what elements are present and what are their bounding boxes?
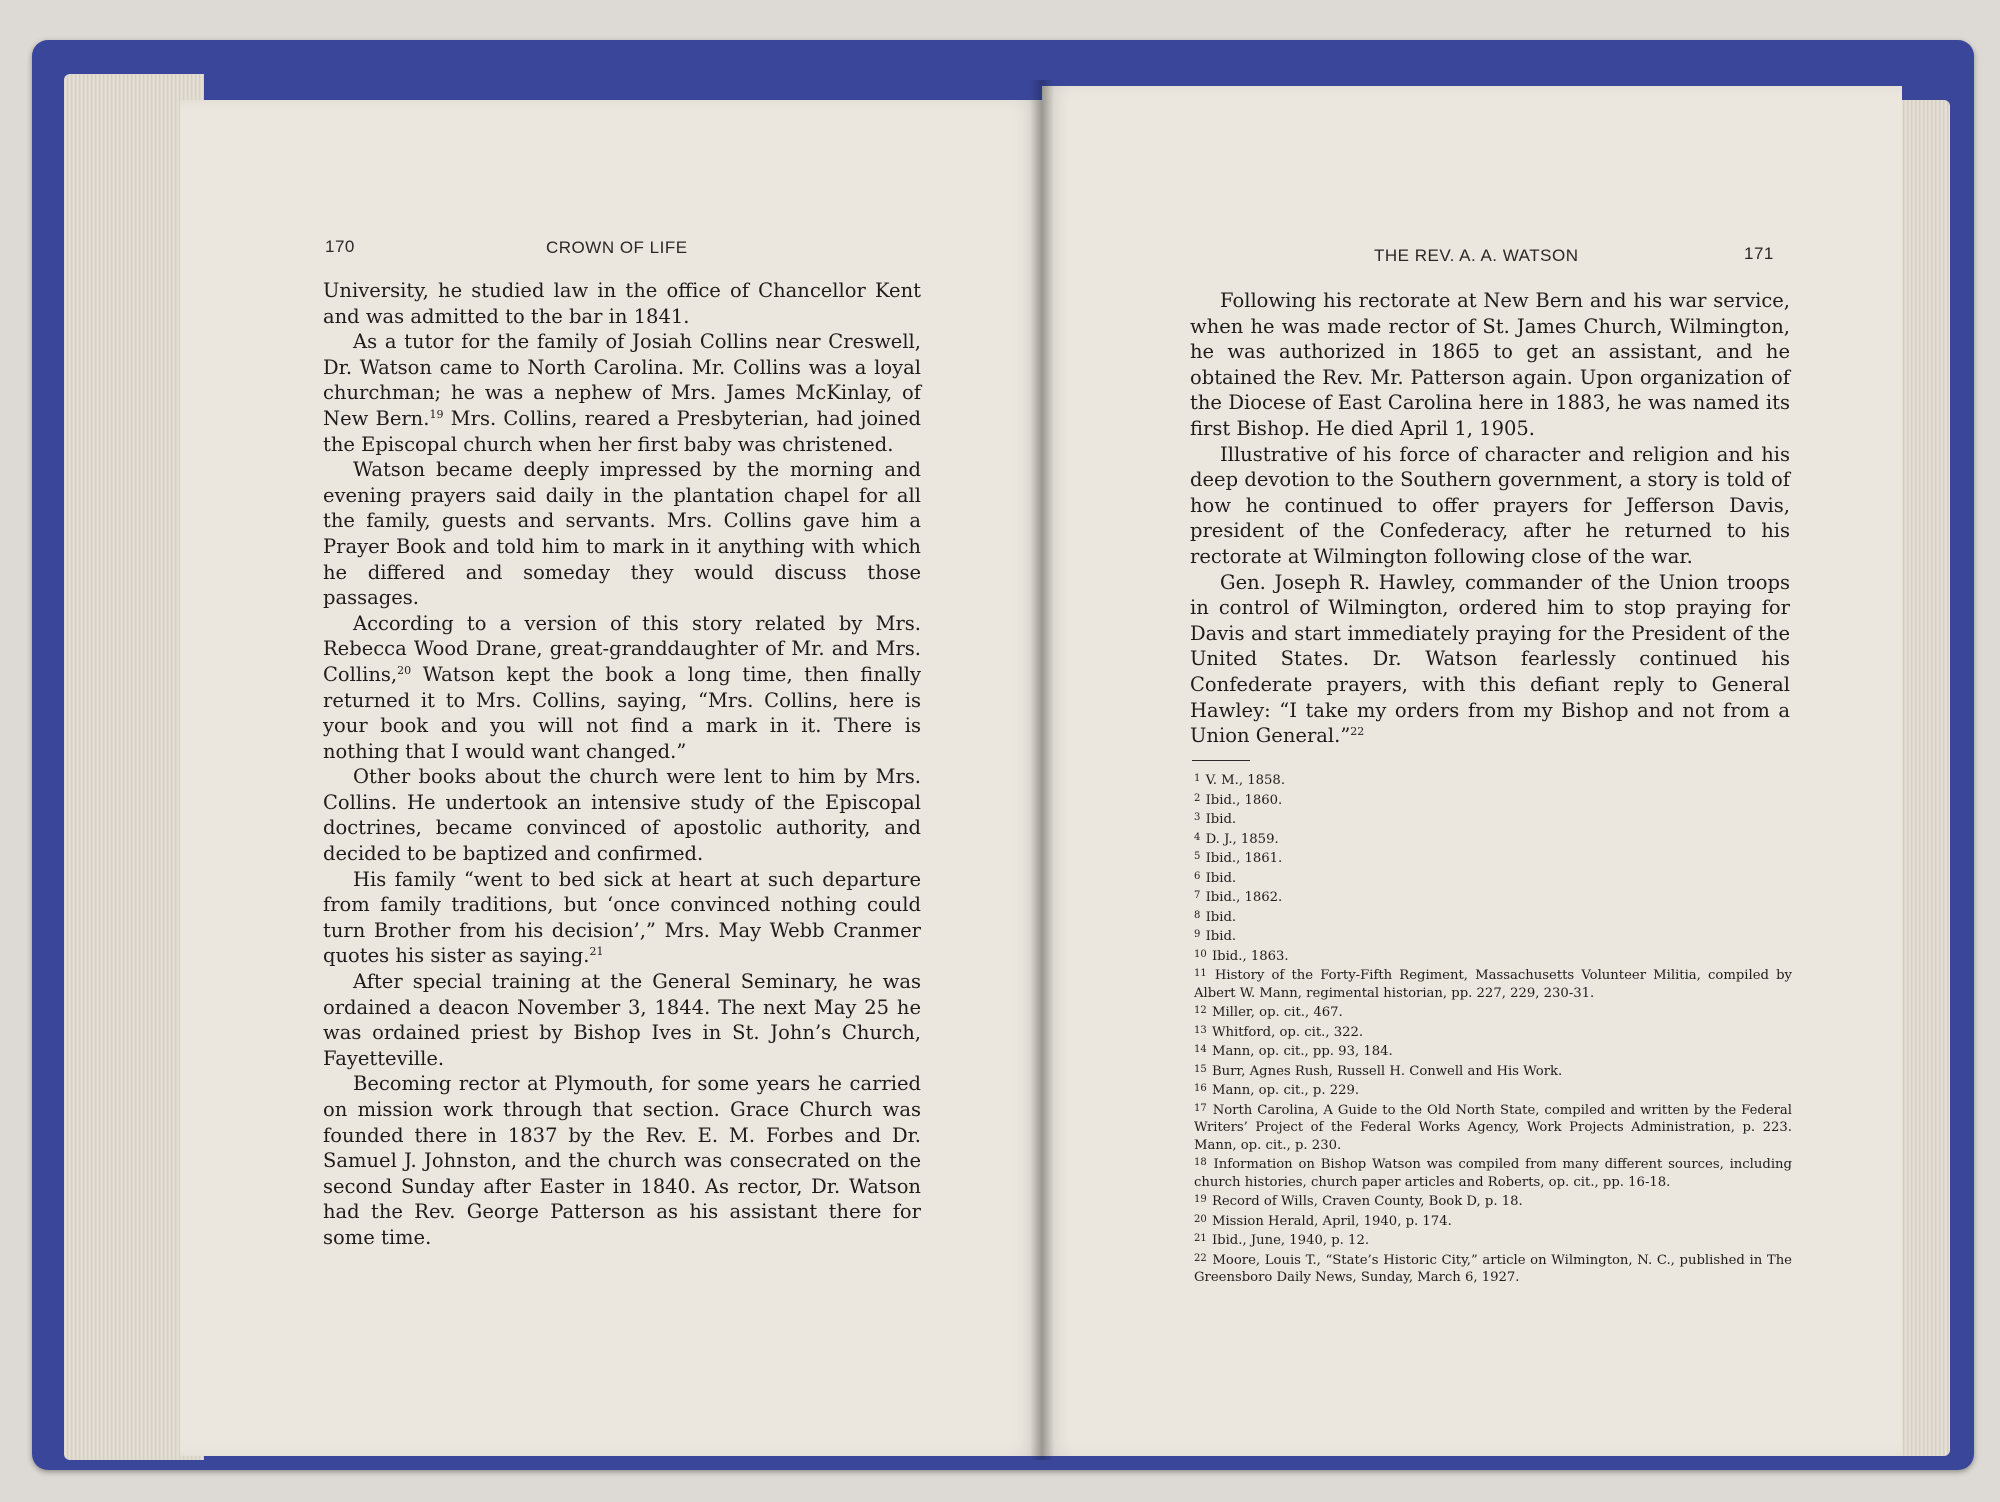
paragraph: Other books about the church were lent to him by Mrs. Collins. He undertook an intensive study of the Episcopal doctrines, became convinced of apostolic authority, and decided to be baptized and confirmed. bbox=[323, 765, 921, 866]
footnote-text: V. M., 1858. bbox=[1205, 773, 1286, 788]
footnote-ref: 21 bbox=[589, 945, 604, 959]
footnote-number: 7 bbox=[1194, 890, 1201, 901]
footnote-item bbox=[1194, 1230, 1792, 1250]
running-head-left: CROWN OF LIFE bbox=[546, 238, 688, 257]
footnote-number: 5 bbox=[1194, 851, 1201, 862]
footnote-text: D. J., 1859. bbox=[1205, 831, 1279, 847]
footnote-text: Ibid. bbox=[1205, 929, 1237, 944]
footnote-ref: 19 bbox=[429, 407, 444, 421]
paragraph: As a tutor for the family of Josiah Collins near Creswell, Dr. Watson came to North Carolina. Mr. Collins was a loyal churchman; he was a nephew of Mrs. James McKinlay, of New Bern.$^{19}$ Mrs. Collins, reared a Presbyterian, had joined the Episcopal church when her first baby was christened. bbox=[323, 330, 921, 456]
footnote-text: Information on Bishop Watson was compiled from many different sources, including church histories, church paper articles and Roberts, op. cit., pp. 16-18. bbox=[1194, 1157, 1792, 1190]
paragraph: After special training at the General Seminary, he was ordained a deacon November 3, 1844. The next May 25 he was ordained priest by Bishop Ives in St. John’s Church, Fayetteville. bbox=[323, 970, 921, 1070]
footnote-item bbox=[1194, 965, 1792, 1002]
paragraph: University, he studied law in the office of Chancellor Kent and was admitted to the bar in 1841. bbox=[323, 279, 921, 328]
footnote-number: 13 bbox=[1194, 1024, 1207, 1036]
footnote-text: Miller, op. cit., 467. bbox=[1211, 1005, 1343, 1020]
footnote-item bbox=[1194, 790, 1792, 810]
footnote-number: 8 bbox=[1194, 909, 1201, 921]
footnote-text: Mann, op. cit., pp. 93, 184. bbox=[1211, 1044, 1393, 1059]
footnote-number: 17 bbox=[1194, 1102, 1207, 1114]
footnote-item bbox=[1194, 829, 1792, 849]
footnote-text: Mission Herald, April, 1940, p. 174. bbox=[1211, 1213, 1452, 1229]
footnote-text: Ibid., 1862. bbox=[1205, 890, 1283, 905]
footnote-item bbox=[1194, 1041, 1792, 1061]
footnote-text: Whitford, op. cit., 322. bbox=[1211, 1024, 1364, 1040]
footnote-text: North Carolina, A Guide to the Old North State, compiled and written by the Federal Writers’ Project of the Federal Works Agency, Work Projects Administration, p. 223. Mann, op. cit., p. 230. bbox=[1194, 1102, 1793, 1153]
footnote-item bbox=[1194, 848, 1792, 868]
footnote-text: Record of Wills, Craven County, Book D, p. 18. bbox=[1211, 1194, 1523, 1209]
running-head-right: THE REV. A. A. WATSON bbox=[1374, 246, 1579, 265]
footnote-item bbox=[1194, 1061, 1792, 1081]
footnote-number: 20 bbox=[1194, 1213, 1207, 1225]
right-body-text bbox=[1190, 288, 1790, 749]
paragraph: According to a version of this story related by Mrs. Rebecca Wood Drane, great-granddaughter of Mr. and Mrs. Collins,$^{20}$ Watson kept the book a long time, then finally returned it to Mrs. Collins, saying, “Mrs. Collins, here is your book and you will not find a mark in it. There is nothing that I would want changed.” bbox=[323, 611, 921, 763]
footnote-number: 21 bbox=[1194, 1233, 1207, 1244]
footnote-number: 1 bbox=[1194, 773, 1201, 784]
footnote-item bbox=[1194, 907, 1792, 927]
paragraph: Following his rectorate at New Bern and his war service, when he was made rector of St. James Church, Wilmington, he was authorized in 1865 to get an assistant, and he obtained the Rev. Mr. Patterson again. Upon organization of the Diocese of East Carolina here in 1883, he was named its first Bishop. He died April 1, 1905. bbox=[1190, 289, 1790, 440]
right-page bbox=[1042, 86, 1902, 1456]
paragraph: His family “went to bed sick at heart at such departure from family traditions, but ‘once convinced nothing could turn Brother from his decision’,” Mrs. May Webb Cranmer quotes his sister as saying.$^{21}$ bbox=[323, 867, 921, 968]
footnote-text: Ibid. bbox=[1205, 870, 1237, 886]
footnote-item bbox=[1194, 1022, 1792, 1042]
footnote-item bbox=[1194, 1100, 1792, 1155]
footnote-item bbox=[1194, 1002, 1792, 1022]
footnote-number: 16 bbox=[1194, 1083, 1207, 1094]
footnote-item bbox=[1194, 809, 1792, 829]
footnote-text: Ibid., 1860. bbox=[1205, 792, 1283, 808]
footnote-item bbox=[1194, 1211, 1792, 1231]
footnote-number: 10 bbox=[1194, 948, 1207, 960]
paragraph: Watson became deeply impressed by the morning and evening prayers said daily in the plantation chapel for all the family, guests and servants. Mrs. Collins gave him a Prayer Book and told him to mark in it anything with which he differed and someday they would discuss those passages. bbox=[323, 458, 921, 610]
footnote-number: 14 bbox=[1194, 1044, 1207, 1055]
footnote-text: Ibid. bbox=[1205, 909, 1237, 925]
footnote-text: Burr, Agnes Rush, Russell H. Conwell and His Work. bbox=[1211, 1063, 1563, 1079]
footnote-text: History of the Forty-Fifth Regiment, Massachusetts Volunteer Militia, compiled by Albert W. Mann, regimental historian, pp. 227, 229, 230-31. bbox=[1194, 968, 1792, 1001]
footnote-text: Ibid. bbox=[1205, 812, 1237, 827]
footnote-number: 22 bbox=[1194, 1252, 1207, 1264]
footnote-item bbox=[1194, 946, 1792, 966]
footnote-text: Ibid., June, 1940, p. 12. bbox=[1211, 1233, 1370, 1248]
paragraph: Becoming rector at Plymouth, for some years he carried on mission work through that section. Grace Church was founded there in 1837 by the Rev. E. M. Forbes and Dr. Samuel J. Johnston, and the church was consecrated on the second Sunday after Easter in 1840. As rector, Dr. Watson had the Rev. George Patterson as his assistant there for some time. bbox=[323, 1072, 921, 1249]
footnote-number: 12 bbox=[1194, 1005, 1207, 1016]
footnote-item bbox=[1194, 1191, 1792, 1211]
footnote-item bbox=[1194, 887, 1792, 907]
footnote-ref: 20 bbox=[397, 663, 412, 677]
page-number-right: 171 bbox=[1744, 244, 1774, 263]
footnote-number: 9 bbox=[1194, 929, 1201, 940]
footnote-item bbox=[1194, 868, 1792, 888]
footnote-item bbox=[1194, 770, 1792, 790]
footnote-number: 3 bbox=[1194, 812, 1201, 823]
footnote-item bbox=[1194, 926, 1792, 946]
left-page bbox=[180, 100, 1042, 1456]
left-body-text bbox=[323, 278, 921, 1251]
paragraph: Illustrative of his force of character and religion and his deep devotion to the Southern government, a story is told of how he continued to offer prayers for Jefferson Davis, president of the Confederacy, after he returned to his rectorate at Wilmington following close of the war. bbox=[1190, 442, 1790, 568]
footnote-item bbox=[1194, 1080, 1792, 1100]
footnote-number: 2 bbox=[1194, 792, 1201, 804]
footnote-number: 11 bbox=[1194, 968, 1207, 979]
footnote-number: 6 bbox=[1194, 870, 1201, 882]
footnote-item bbox=[1194, 1250, 1792, 1287]
footnotes bbox=[1194, 770, 1792, 1287]
footnote-number: 19 bbox=[1194, 1194, 1207, 1205]
footnote-number: 15 bbox=[1194, 1063, 1207, 1075]
footnote-ref: 22 bbox=[1350, 725, 1365, 739]
footnote-item bbox=[1194, 1154, 1792, 1191]
footnote-text: Ibid., 1863. bbox=[1211, 948, 1289, 964]
book-gutter bbox=[1030, 80, 1054, 1460]
footnote-rule bbox=[1192, 760, 1250, 761]
footnote-number: 18 bbox=[1194, 1157, 1207, 1168]
footnote-text: Moore, Louis T., “State’s Historic City,” article on Wilmington, N. C., published in The Greensboro Daily News, Sunday, March 6, 1927. bbox=[1194, 1252, 1792, 1285]
footnote-text: Ibid., 1861. bbox=[1205, 851, 1283, 866]
footnote-text: Mann, op. cit., p. 229. bbox=[1211, 1083, 1360, 1098]
page-number-left: 170 bbox=[325, 237, 355, 256]
footnote-number: 4 bbox=[1194, 831, 1201, 843]
paragraph: Gen. Joseph R. Hawley, commander of the Union troops in control of Wilmington, ordered him to stop praying for Davis and start immediately praying for the President of the United States. Dr. Watson fearlessly continued his Confederate prayers, with this defiant reply to General Hawley: “I take my orders from my Bishop and not from a Union General.”$^{22}$ bbox=[1190, 570, 1790, 748]
